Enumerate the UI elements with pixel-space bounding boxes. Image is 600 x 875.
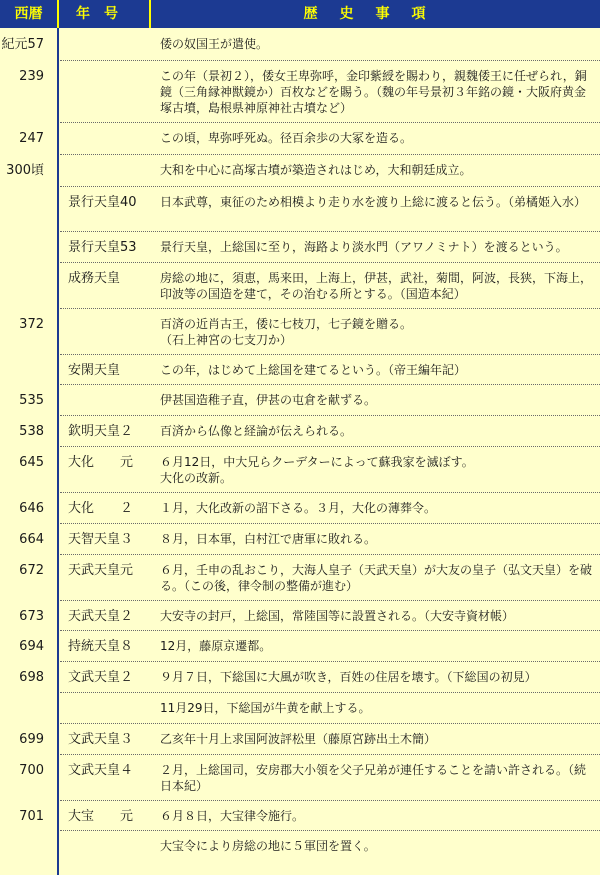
year-cell: 673 <box>19 609 44 624</box>
event-text: 大安寺の封戸，上総国，常陸国等に設置される。（大安寺資材帳） <box>160 609 515 623</box>
table-row <box>0 600 600 624</box>
event-text: ６月，壬申の乱おこり，大海人皇子（天武天皇）が大友の皇子（弘文天皇）を破る。（この後，律令制の整備が進む） <box>160 563 593 593</box>
event-cell <box>160 638 592 654</box>
era-cell: 文武天皇２ <box>68 670 134 685</box>
table-row <box>0 231 600 255</box>
table-row <box>0 661 600 685</box>
year-cell: 698 <box>19 670 44 685</box>
event-text: 百済の近肖古王，倭に七枝刀，七子鏡を贈る。 <box>160 317 413 331</box>
event-cell <box>160 562 592 594</box>
year-cell: 672 <box>19 563 44 578</box>
table-row <box>0 122 600 146</box>
row-separator <box>60 384 600 385</box>
event-cell <box>160 68 592 116</box>
event-text: 大和を中心に高塚古墳が築造されはじめ，大和朝廷成立。 <box>160 163 472 177</box>
event-cell <box>160 362 592 378</box>
year-cell: 372 <box>19 317 44 332</box>
event-cell <box>160 130 592 146</box>
era-cell: 文武天皇４ <box>68 763 134 778</box>
table-row <box>0 186 600 210</box>
row-separator <box>60 800 600 801</box>
event-text: 景行天皇，上総国に至り，海路より淡水門（アワノミナト）を渡るという。 <box>160 240 568 254</box>
year-cell: 645 <box>19 455 44 470</box>
year-cell: 300頃 <box>6 163 44 178</box>
era-cell: 景行天皇53 <box>68 240 137 255</box>
event-text: １月，大化改新の詔下さる。３月，大化の薄葬令。 <box>160 501 437 515</box>
era-cell: 大化 元 <box>68 455 134 470</box>
header-year: 西暦 <box>14 6 43 22</box>
event-text: 倭の奴国王が遣使。 <box>160 37 269 51</box>
year-cell: 535 <box>19 393 44 408</box>
header-era: 年号 <box>76 6 132 22</box>
row-separator <box>60 415 600 416</box>
table-row <box>0 692 600 715</box>
row-separator <box>60 754 600 755</box>
era-cell: 成務天皇 <box>68 271 121 286</box>
row-separator <box>60 122 600 123</box>
row-separator <box>60 308 600 309</box>
row-separator <box>60 262 600 263</box>
era-cell: 天武天皇元 <box>68 563 134 578</box>
event-text: ６月８日，大宝律令施行。 <box>160 809 305 823</box>
event-cell <box>160 162 592 178</box>
event-text: ６月12日，中大兄らクーデターによって蘇我家を滅ぼす。 <box>160 455 474 469</box>
row-separator <box>60 692 600 693</box>
event-cell <box>160 762 592 794</box>
row-separator <box>60 554 600 555</box>
event-text: 大化の改新。 <box>160 471 233 485</box>
event-text: （石上神宮の七支刀か） <box>160 333 293 347</box>
table-row <box>0 415 600 439</box>
row-separator <box>60 723 600 724</box>
event-cell <box>160 454 592 486</box>
event-text: 12月，藤原京遷都。 <box>160 639 272 653</box>
era-cell: 天智天皇３ <box>68 532 134 547</box>
year-cell: 664 <box>19 532 44 547</box>
table-row <box>0 630 600 654</box>
year-cell: 紀元57 <box>1 37 44 52</box>
row-separator <box>60 60 600 61</box>
year-cell: 538 <box>19 424 44 439</box>
year-cell: 239 <box>19 69 44 84</box>
row-separator <box>60 630 600 631</box>
year-cell: 699 <box>19 732 44 747</box>
event-cell <box>160 608 592 624</box>
event-cell <box>160 669 592 685</box>
table-row <box>0 60 600 115</box>
event-text: 11月29日，下総国が牛黄を献上する。 <box>160 701 371 715</box>
era-cell: 景行天皇40 <box>68 195 137 210</box>
event-text: 房総の地に，須恵，馬来田，上海上，伊甚，武社，菊間，阿波，長狭，下海上，印波等の国造を建て，その治むる所とする。（国造本紀） <box>160 271 593 301</box>
event-text: ９月７日，下総国に大風が吹き，百姓の住居を壊す。（下総国の初見） <box>160 670 537 684</box>
event-text: この頃，卑弥呼死ぬ。径百余歩の大冢を造る。 <box>160 131 413 145</box>
event-cell <box>160 500 592 516</box>
row-separator <box>60 830 600 831</box>
era-cell: 天武天皇２ <box>68 609 134 624</box>
year-cell: 247 <box>19 131 44 146</box>
event-text: 乙亥年十月上求国阿波評松里（藤原宮跡出土木簡） <box>160 732 437 746</box>
table-row <box>0 308 600 347</box>
event-cell <box>160 731 592 747</box>
row-separator <box>60 523 600 524</box>
row-separator <box>60 231 600 232</box>
event-text: ８月，日本軍，白村江で唐軍に敗れる。 <box>160 532 377 546</box>
table-row <box>0 800 600 824</box>
table-row <box>0 723 600 747</box>
event-cell <box>160 270 592 302</box>
era-cell: 持統天皇８ <box>68 639 134 654</box>
year-cell: 700 <box>19 763 44 778</box>
table-row <box>0 446 600 485</box>
event-text: この年，はじめて上総国を建てるという。（帝王編年記） <box>160 363 467 377</box>
era-cell: 文武天皇３ <box>68 732 134 747</box>
row-separator <box>60 154 600 155</box>
table-row <box>0 354 600 378</box>
row-separator <box>60 492 600 493</box>
table-row <box>0 830 600 853</box>
era-cell: 安閑天皇 <box>68 363 121 378</box>
row-separator <box>60 446 600 447</box>
event-cell <box>160 316 592 348</box>
year-cell: 694 <box>19 639 44 654</box>
event-cell <box>160 423 592 439</box>
table-row <box>0 28 600 52</box>
event-text: 日本武尊，東征のため相模より走り水を渡り上総に渡ると伝う。（弟橘姫入水） <box>160 195 587 209</box>
era-cell: 大宝 元 <box>68 809 134 824</box>
table-row <box>0 523 600 547</box>
table-row <box>0 384 600 408</box>
event-cell <box>160 531 592 547</box>
row-separator <box>60 186 600 187</box>
table-row <box>0 262 600 301</box>
row-separator <box>60 600 600 601</box>
event-text: 大宝令により房総の地に５軍団を置く。 <box>160 839 376 853</box>
era-cell: 欽明天皇２ <box>68 424 134 439</box>
event-cell <box>160 392 592 408</box>
header-event: 歴史事項 <box>303 6 448 22</box>
row-separator <box>60 354 600 355</box>
event-text: 伊甚国造稚子直，伊甚の屯倉を献ずる。 <box>160 393 377 407</box>
row-separator <box>60 661 600 662</box>
table-row <box>0 754 600 793</box>
era-cell: 大化 ２ <box>68 501 134 516</box>
event-cell <box>160 808 592 824</box>
event-text: 百済から仏像と経論が伝えられる。 <box>160 424 353 438</box>
year-cell: 646 <box>19 501 44 516</box>
event-text: ２月，上総国司，安房郡大小領を父子兄弟が連任することを請い許される。（続日本紀） <box>160 763 587 793</box>
event-cell <box>160 36 592 52</box>
year-cell: 701 <box>19 809 44 824</box>
table-row <box>0 154 600 178</box>
event-cell <box>160 700 592 716</box>
table-row <box>0 554 600 593</box>
table-row <box>0 492 600 516</box>
event-cell <box>160 838 592 854</box>
event-text: この年（景初２），倭女王卑弥呼，金印紫綬を賜わり，親魏倭王に任ぜられ，銅鏡（三角縁神獣鏡か）百枚などを賜う。（魏の年号景初３年銘の鏡・大阪府黄金塚古墳，島根県神原神社古墳など） <box>160 69 587 115</box>
event-cell <box>160 239 592 255</box>
event-cell <box>160 194 592 210</box>
